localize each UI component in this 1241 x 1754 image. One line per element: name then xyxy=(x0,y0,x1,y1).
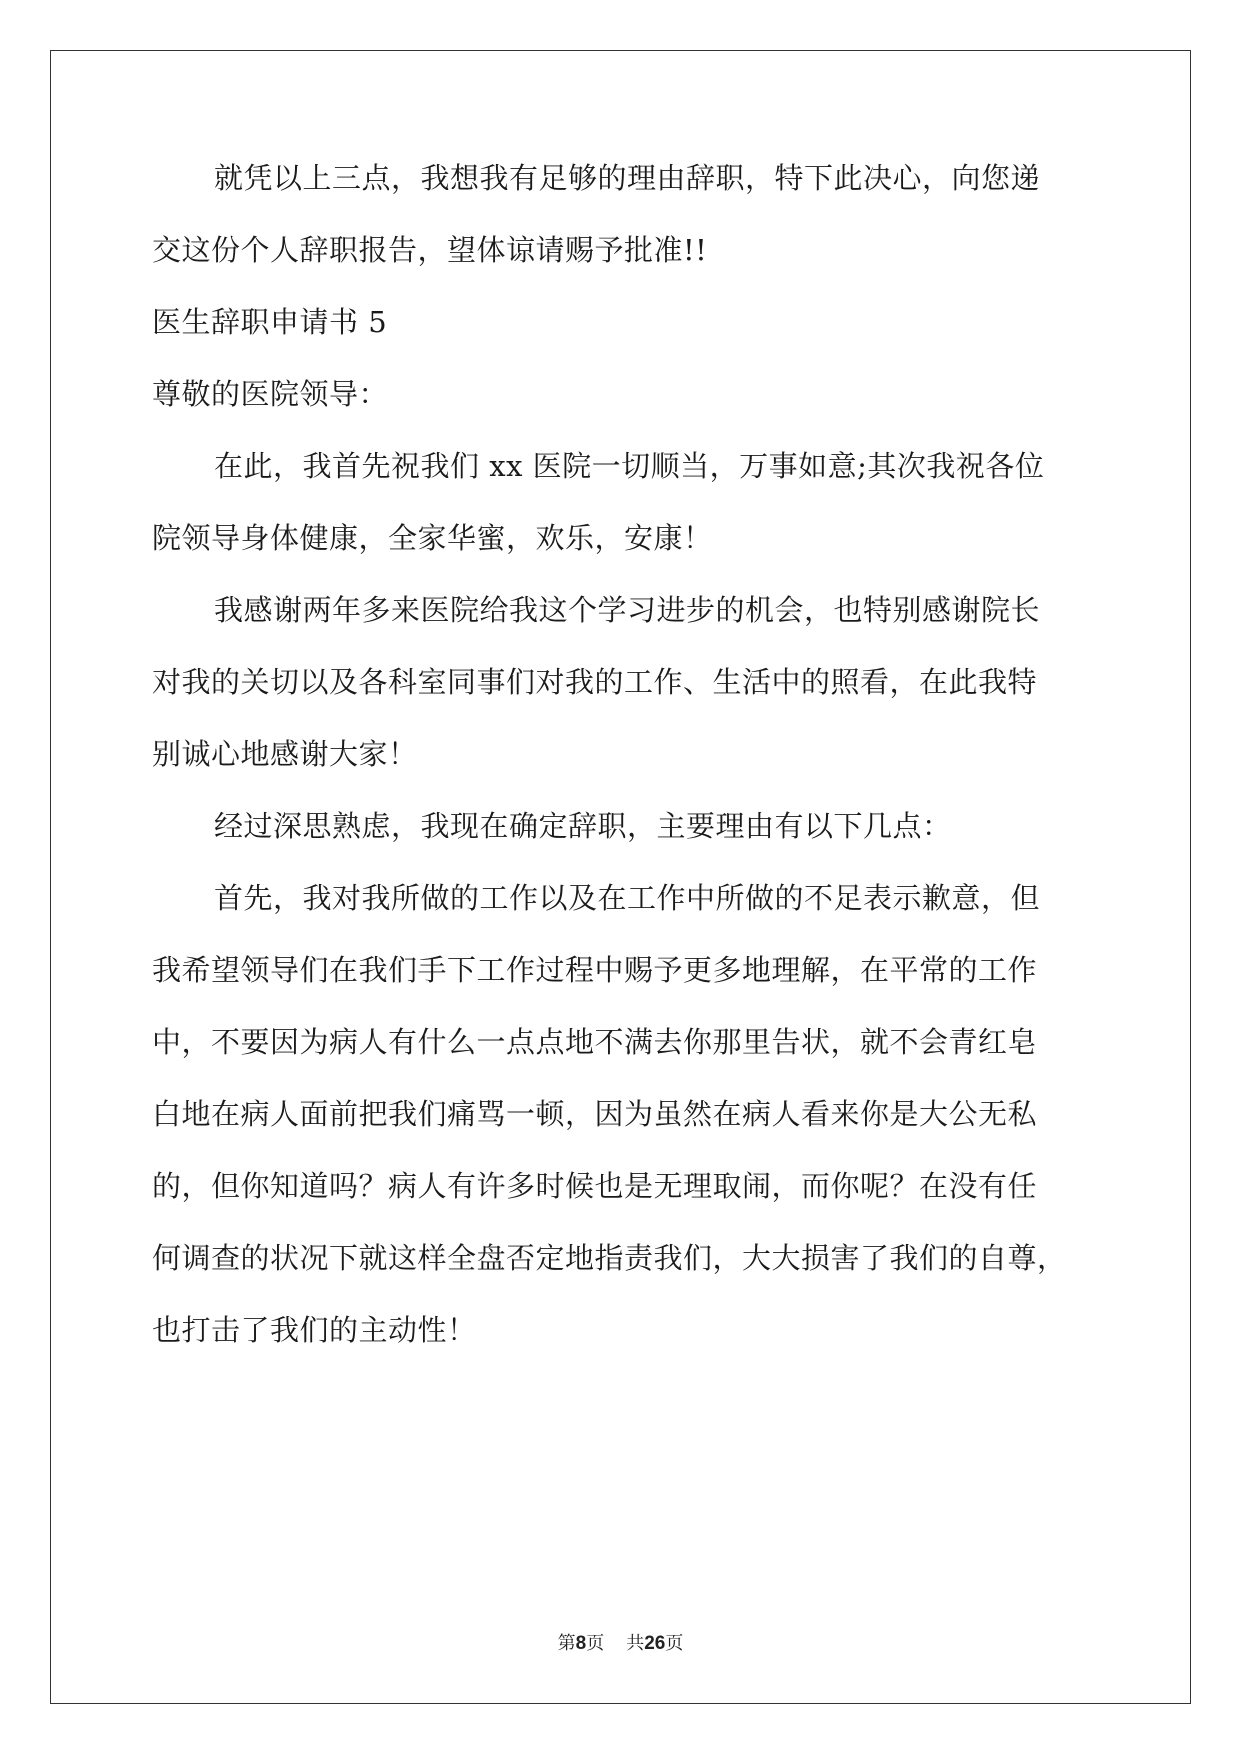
paragraph-line: 在此，我首先祝我们 xx 医院一切顺当，万事如意;其次我祝各位 xyxy=(214,449,1045,483)
paragraph-line: 对我的关切以及各科室同事们对我的工作、生活中的照看，在此我特 xyxy=(152,665,1038,699)
section-title: 医生辞职申请书 5 xyxy=(152,305,388,339)
paragraph-line: 院领导身体健康，全家华蜜，欢乐，安康！ xyxy=(152,521,713,555)
paragraph-line: 白地在病人面前把我们痛骂一顿，因为虽然在病人看来你是大公无私 xyxy=(152,1097,1038,1131)
paragraph-line: 何调查的状况下就这样全盘否定地指责我们，大大损害了我们的自尊， xyxy=(152,1241,1067,1275)
total-pages: 26 xyxy=(644,1633,666,1654)
paragraph-line: 交这份个人辞职报告，望体谅请赐予批准!! xyxy=(152,233,708,267)
paragraph-line: 也打击了我们的主动性！ xyxy=(152,1313,477,1347)
total-suffix: 页 xyxy=(665,1633,684,1654)
total-prefix: 共 xyxy=(626,1633,645,1654)
paragraph-line: 的，但你知道吗？病人有许多时候也是无理取闹，而你呢？在没有任 xyxy=(152,1169,1038,1203)
paragraph-line: 中，不要因为病人有什么一点点地不满去你那里告状，就不会青红皂 xyxy=(152,1025,1038,1059)
salutation: 尊敬的医院领导： xyxy=(152,377,389,411)
paragraph-line: 别诚心地感谢大家！ xyxy=(152,737,418,771)
paragraph-line: 首先，我对我所做的工作以及在工作中所做的不足表示歉意，但 xyxy=(214,881,1041,915)
page-footer xyxy=(0,1632,1241,1656)
page-number: 8 xyxy=(575,1633,587,1654)
paragraph-line: 经过深思熟虑，我现在确定辞职，主要理由有以下几点： xyxy=(214,809,952,843)
paragraph-line: 我感谢两年多来医院给我这个学习进步的机会，也特别感谢院长 xyxy=(214,593,1041,627)
paragraph-line: 我希望领导们在我们手下工作过程中赐予更多地理解，在平常的工作 xyxy=(152,953,1038,987)
page-border xyxy=(50,50,1191,1704)
paragraph-line: 就凭以上三点，我想我有足够的理由辞职，特下此决心，向您递 xyxy=(214,161,1041,195)
page-suffix: 页 xyxy=(586,1633,605,1654)
page-prefix: 第 xyxy=(557,1633,576,1654)
